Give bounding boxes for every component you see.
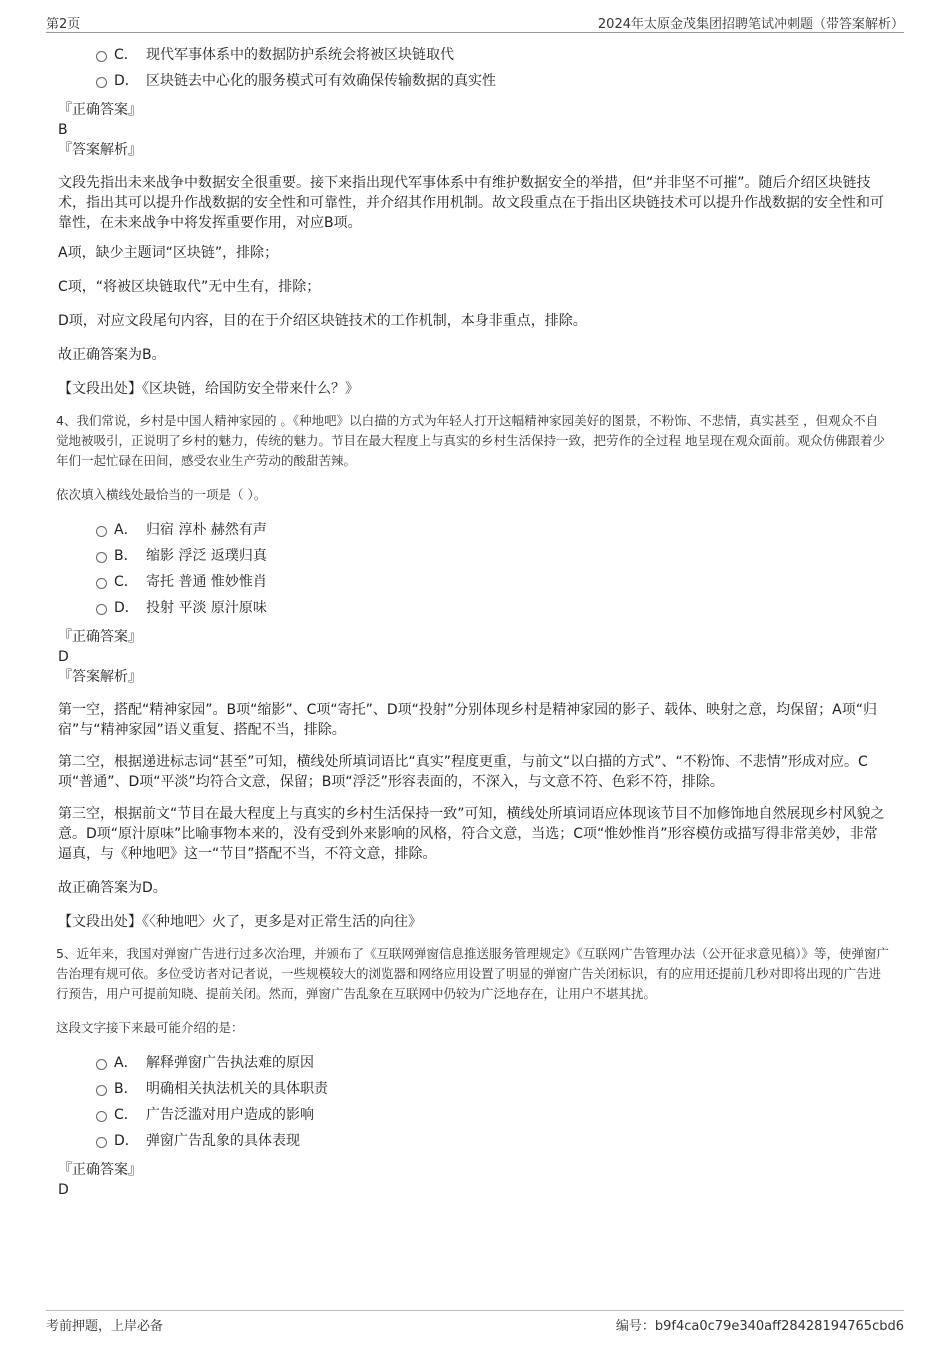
option-text: 寄托 普通 惟妙惟肖 [146, 574, 267, 590]
analysis-paragraph: 文段先指出未来战争中数据安全很重要。接下来指出现代军事体系中有维护数据安全的举措，但“并非坚不可摧”。随后介绍区块链技术，指出其可以提升作战数据的安全性和可靠性，并介绍其作用机制。故文段重点在于指出区块链技术可以提升作战数据的安全性和可靠性，在未来战争中将发挥重要作用，对应B项。 [58, 175, 884, 231]
analysis-paragraph: 故正确答案为B。 [58, 347, 166, 363]
option-b[interactable] [96, 543, 950, 569]
option-d[interactable] [96, 68, 950, 94]
option-letter: A． [114, 1055, 138, 1071]
option-c[interactable] [96, 42, 950, 68]
radio-icon[interactable] [96, 578, 107, 589]
option-a[interactable] [96, 517, 950, 543]
radio-icon[interactable] [96, 1137, 107, 1148]
answer-value: D [58, 1182, 69, 1198]
footer-slogan: 考前押题，上岸必备 [46, 1319, 164, 1334]
analysis-label: 『答案解析』 [58, 142, 142, 158]
document-title: 2024年太原金茂集团招聘笔试冲刺题（带答案解析） [597, 17, 904, 32]
question-prompt: 这段文字接下来最可能介绍的是： [56, 1020, 244, 1035]
radio-icon[interactable] [96, 77, 107, 88]
analysis-paragraph: D项，对应文段尾句内容，目的在于介绍区块链技术的工作机制，本身非重点，排除。 [58, 313, 587, 329]
option-c[interactable] [96, 569, 950, 595]
radio-icon[interactable] [96, 1111, 107, 1122]
answer-label: 『正确答案』 [58, 1162, 142, 1178]
option-text: 归宿 淳朴 赫然有声 [146, 522, 267, 538]
analysis-paragraph: A项，缺少主题词“区块链”，排除； [58, 245, 279, 261]
analysis-paragraph: 第二空，根据递进标志词“甚至”可知，横线处所填词语比“真实”程度更重，与前文“以白描的方式”、“不粉饰、不悲情”形成对应。C项“普通”、D项“平淡”均符合文意，保留；B项“浮泛”形容表面的，不深入，与文意不符、色彩不符，排除。 [58, 754, 868, 790]
source-citation: 【文段出处】《区块链，给国防安全带来什么？》 [58, 381, 359, 397]
radio-icon[interactable] [96, 1059, 107, 1070]
question-stem: 4、我们常说，乡村是中国人精神家园的 。《种地吧》以白描的方式为年轻人打开这幅精神家园美好的图景，不粉饰、不悲情，真实甚至 ，但观众不自觉地被吸引，正说明了乡村的魅力，传统的魅力。节目在最大程度上与真实的乡村生活保持一致，把劳作的全过程 地呈现在观众面前。观众仿佛跟着少年们一起忙碌在田间，感受农业生产劳动的酸甜苦辣。 [56, 413, 885, 468]
radio-icon[interactable] [96, 552, 107, 563]
question-stem: 5、近年来，我国对弹窗广告进行过多次治理，并颁布了《互联网弹窗信息推送服务管理规定》《互联网广告管理办法（公开征求意见稿）》等，使弹窗广告治理有规可依。多位受访者对记者说，一些规模较大的浏览器和网络应用设置了明显的弹窗广告关闭标识，有的应用还提前几秒对即将出现的广告进行预告，用户可提前知晓、提前关闭。然而，弹窗广告乱象在互联网中仍较为广泛地存在，让用户不堪其扰。 [56, 946, 889, 1001]
option-letter: C． [114, 574, 138, 590]
option-letter: D． [114, 1133, 139, 1149]
option-letter: C． [114, 47, 138, 63]
option-text: 区块链去中心化的服务模式可有效确保传输数据的真实性 [146, 73, 496, 89]
option-text: 广告泛滥对用户造成的影响 [146, 1107, 314, 1123]
option-letter: D． [114, 600, 139, 616]
analysis-label: 『答案解析』 [58, 669, 142, 685]
option-d[interactable] [96, 595, 950, 621]
page-footer [46, 1310, 904, 1337]
option-d[interactable] [96, 1128, 950, 1154]
answer-value: B [58, 122, 68, 138]
question-3 [0, 42, 950, 399]
document-code: 编号：b9f4ca0c79e340aff28428194765cbd6 [615, 1319, 904, 1334]
answer-label: 『正确答案』 [58, 629, 142, 645]
analysis-paragraph: 第一空，搭配“精神家园”。B项“缩影”、C项“寄托”、D项“投射”分别体现乡村是精神家园的影子、载体、映射之意，均保留；A项“归宿”与“精神家园”语义重复、搭配不当，排除。 [58, 702, 878, 738]
option-a[interactable] [96, 1050, 950, 1076]
option-letter: A． [114, 522, 138, 538]
analysis-paragraph: C项，“将被区块链取代”无中生有，排除； [58, 279, 321, 295]
option-text: 投射 平淡 原汁原味 [146, 600, 267, 616]
option-letter: B． [114, 1081, 138, 1097]
radio-icon[interactable] [96, 526, 107, 537]
analysis-paragraph: 故正确答案为D。 [58, 880, 167, 896]
question-4 [0, 411, 950, 932]
document-body [0, 42, 950, 1200]
radio-icon[interactable] [96, 51, 107, 62]
option-letter: B． [114, 548, 138, 564]
option-b[interactable] [96, 1076, 950, 1102]
option-text: 现代军事体系中的数据防护系统会将被区块链取代 [146, 47, 454, 63]
analysis-paragraph: 第三空，根据前文“节目在最大程度上与真实的乡村生活保持一致”可知，横线处所填词语应体现该节目不加修饰地自然展现乡村风貌之意。D项“原汁原味”比喻事物本来的，没有受到外来影响的风格，符合文意，当选；C项“惟妙惟肖”形容模仿或描写得非常美妙，非常逼真，与《种地吧》这一“节目”搭配不当，不符文意，排除。 [58, 806, 885, 862]
radio-icon[interactable] [96, 1085, 107, 1096]
option-letter: C． [114, 1107, 138, 1123]
option-text: 缩影 浮泛 返璞归真 [146, 548, 267, 564]
radio-icon[interactable] [96, 604, 107, 615]
answer-label: 『正确答案』 [58, 102, 142, 118]
option-text: 明确相关执法机关的具体职责 [146, 1081, 328, 1097]
page-number: 第2页 [46, 17, 81, 32]
page-header [46, 12, 904, 33]
answer-value: D [58, 649, 69, 665]
question-prompt: 依次填入横线处最恰当的一项是（ ）。 [56, 487, 267, 502]
option-text: 弹窗广告乱象的具体表现 [146, 1133, 300, 1149]
source-citation: 【文段出处】《〈种地吧〉火了，更多是对正常生活的向往》 [58, 914, 422, 930]
question-5 [0, 944, 950, 1200]
option-c[interactable] [96, 1102, 950, 1128]
option-text: 解释弹窗广告执法难的原因 [146, 1055, 314, 1071]
option-letter: D． [114, 73, 139, 89]
